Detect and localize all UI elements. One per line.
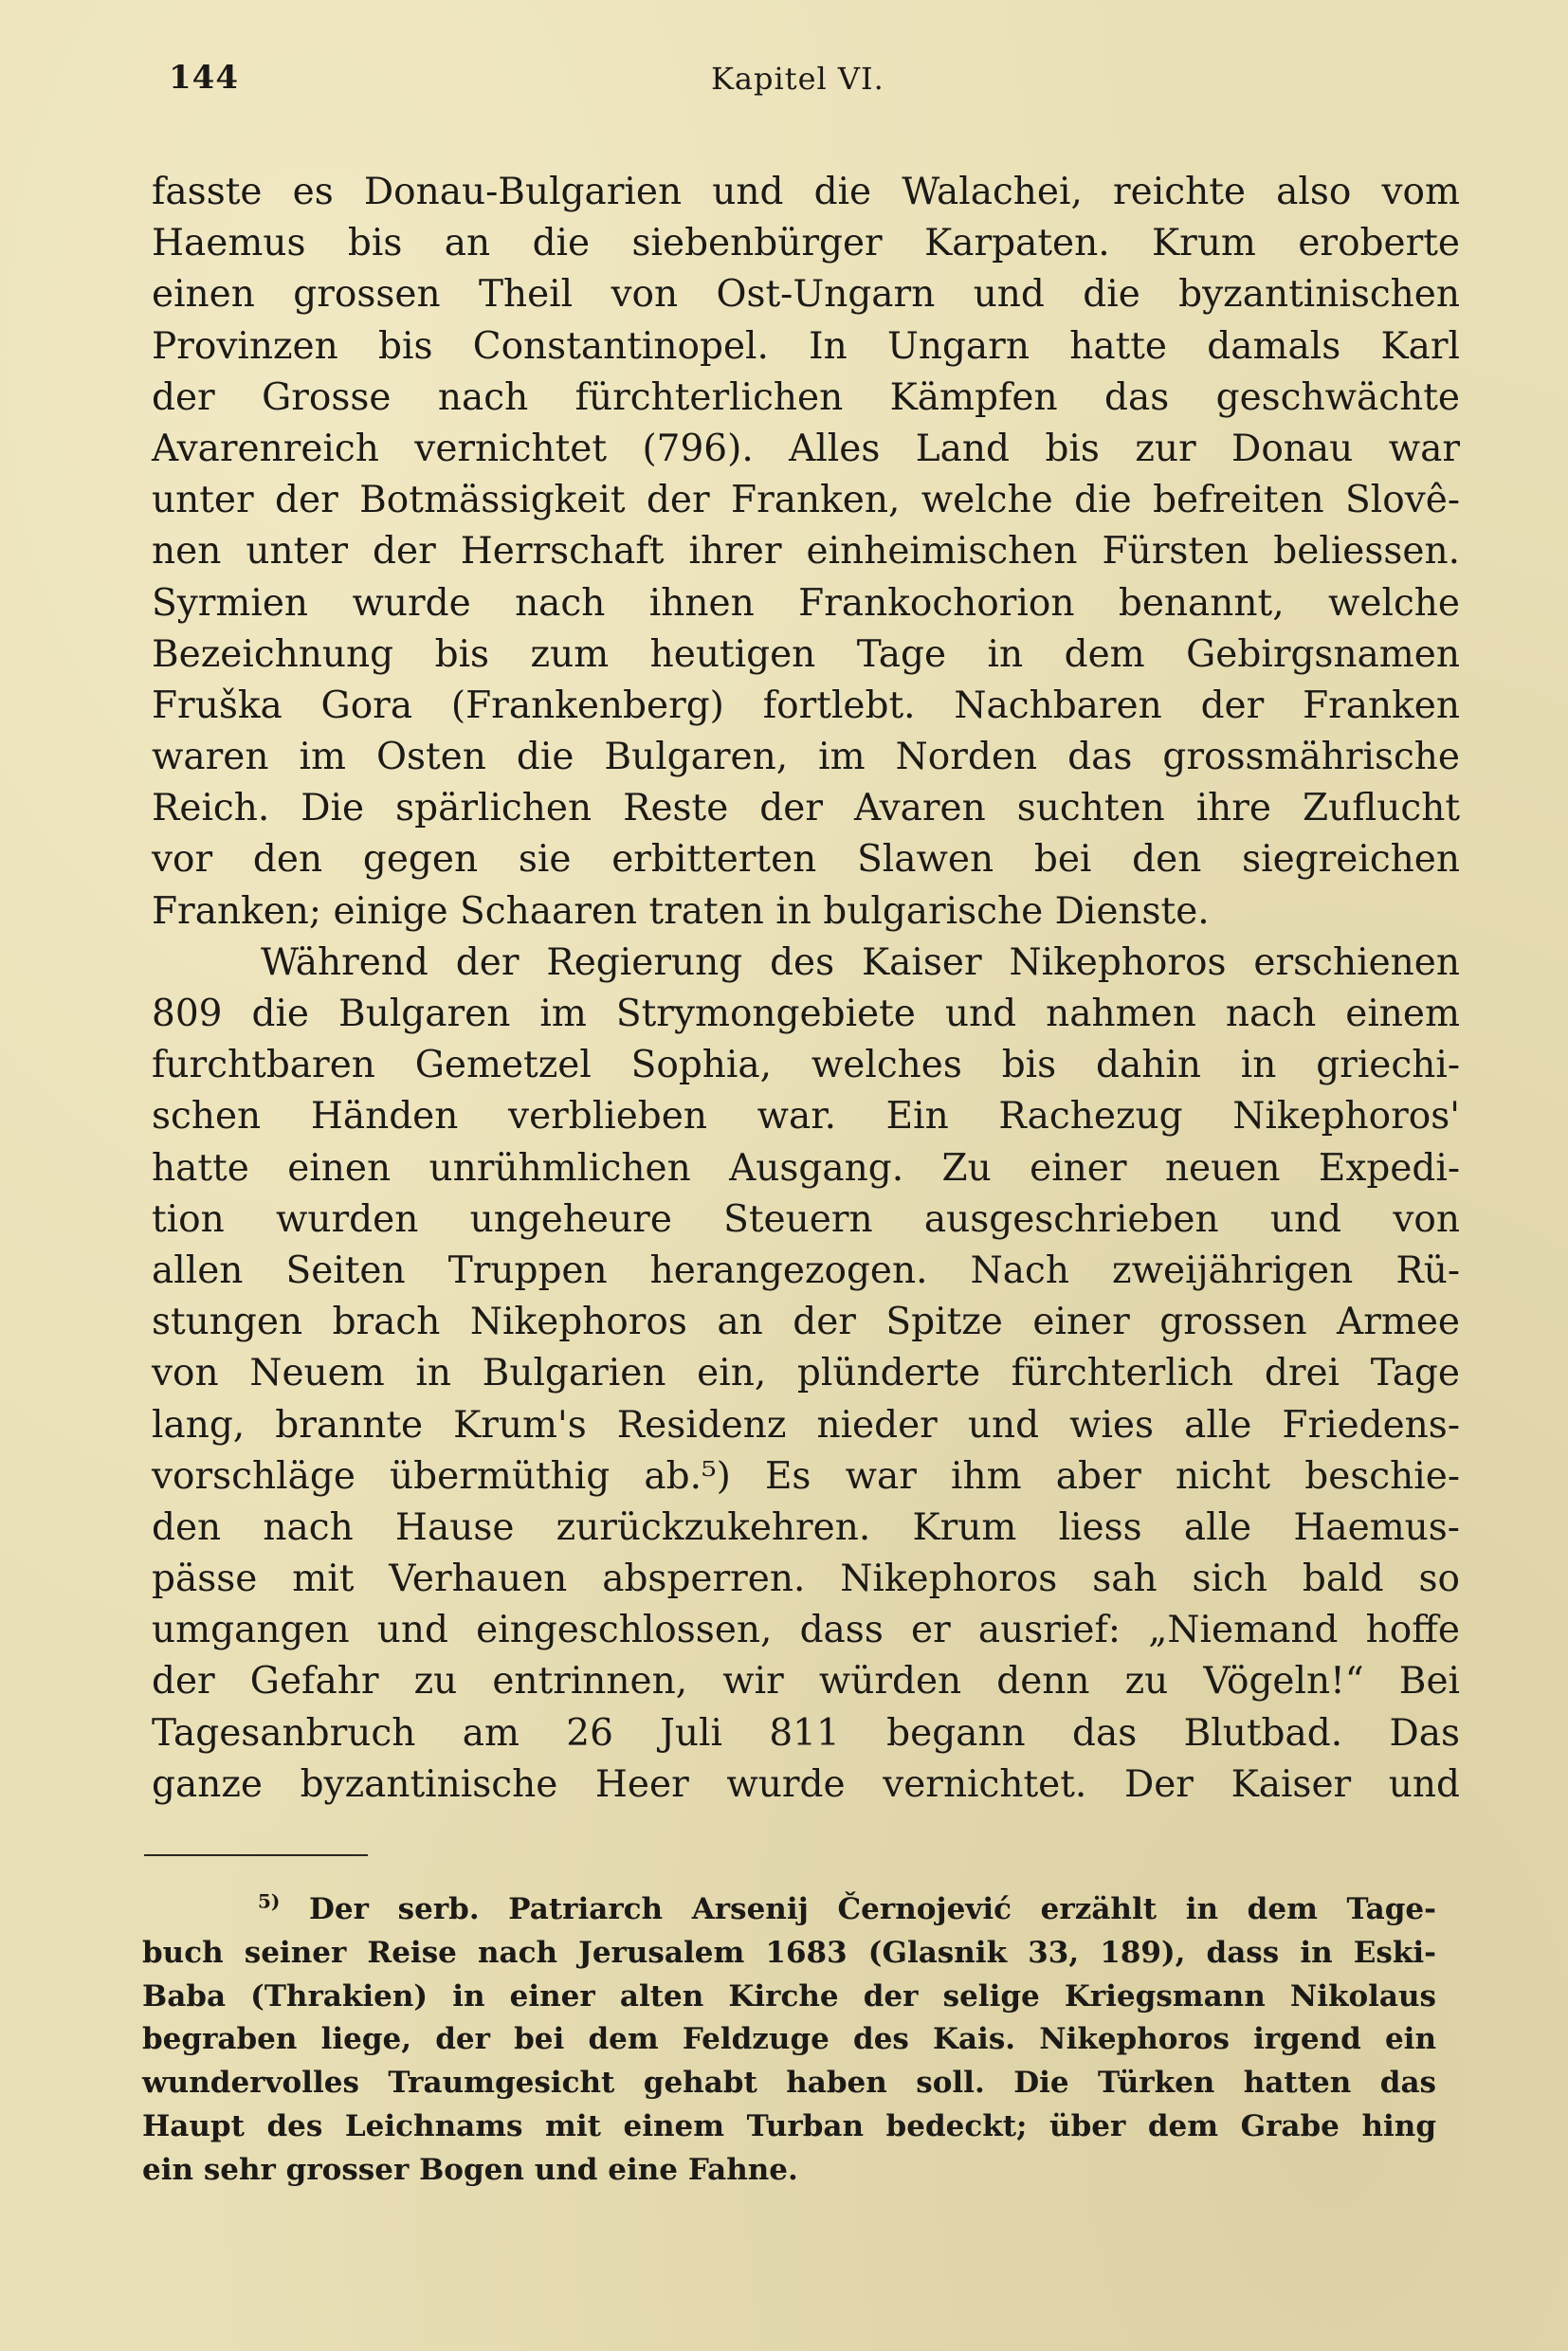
paragraph-end-line: Franken; einige Schaaren traten in bulgarische Dienste. xyxy=(152,889,1210,933)
text-line: furchtbaren Gemetzel Sophia, welches bis dahin in griechi- xyxy=(152,1044,1460,1087)
text-line: lang, brannte Krum's Residenz nieder und wies alle Friedens- xyxy=(152,1403,1460,1447)
text-line: umgangen und eingeschlossen, dass er ausrief: „Niemand hoffe xyxy=(152,1609,1460,1652)
running-head xyxy=(169,59,1439,106)
footnote-separator xyxy=(144,1854,368,1856)
paragraph-start-line: Während der Regierung des Kaiser Nikephoros erschienen xyxy=(261,940,1460,984)
text-line: Tagesanbruch am 26 Juli 811 begann das Blutbad. Das xyxy=(152,1711,1460,1755)
text-line: pässe mit Verhauen absperren. Nikephoros sah sich bald so xyxy=(152,1558,1460,1601)
footnote-line: begraben liege, der bei dem Feldzuge des Kais. Nikephoros irgend ein xyxy=(142,2022,1436,2057)
text-line: allen Seiten Truppen herangezogen. Nach zweijährigen Rü- xyxy=(152,1248,1460,1292)
text-line: einen grossen Theil von Ost-Ungarn und die byzantinischen xyxy=(152,273,1460,317)
text-line: Avarenreich vernichtet (796). Alles Land bis zur Donau war xyxy=(152,427,1460,470)
text-line: ganze byzantinische Heer wurde vernichtet. Der Kaiser und xyxy=(152,1762,1460,1806)
text-line: vor den gegen sie erbitterten Slawen bei den siegreichen xyxy=(152,838,1460,882)
text-line: Provinzen bis Constantinopel. In Ungarn hatte damals Karl xyxy=(152,324,1460,368)
text-line: vorschläge übermüthig ab.⁵) Es war ihm aber nicht beschie- xyxy=(152,1454,1460,1498)
footnote-line: buch seiner Reise nach Jerusalem 1683 (Glasnik 33, 189), dass in Eski- xyxy=(142,1935,1436,1970)
text-line: Reich. Die spärlichen Reste der Avaren suchten ihre Zuflucht xyxy=(152,787,1460,830)
text-line: den nach Hause zurückzukehren. Krum liess alle Haemus- xyxy=(152,1505,1460,1549)
page-number: 144 xyxy=(169,59,239,97)
text-line: unter der Botmässigkeit der Franken, welche die befreiten Slovê- xyxy=(152,479,1460,522)
footnote-text: Der serb. Patriarch Arsenij Černojević erzählt in dem Tage- xyxy=(309,1892,1436,1926)
footnote-line: ein sehr grosser Bogen und eine Fahne. xyxy=(142,2152,798,2187)
text-line: der Grosse nach fürchterlichen Kämpfen das geschwächte xyxy=(152,375,1460,419)
text-line: Fruška Gora (Frankenberg) fortlebt. Nachbaren der Franken xyxy=(152,683,1460,727)
footnote-marker: 5) xyxy=(258,1889,281,1913)
text-line: Bezeichnung bis zum heutigen Tage in dem Gebirgsnamen xyxy=(152,632,1460,676)
text-line: von Neuem in Bulgarien ein, plünderte fürchterlich drei Tage xyxy=(152,1352,1460,1395)
text-line: waren im Osten die Bulgaren, im Norden das grossmährische xyxy=(152,736,1460,779)
footnotes xyxy=(142,1888,1436,2193)
footnote-line: Haupt des Leichnams mit einem Turban bedeckt; über dem Grabe hing xyxy=(142,2108,1436,2143)
text-line: nen unter der Herrschaft ihrer einheimischen Fürsten beliessen. xyxy=(152,530,1460,574)
text-line: hatte einen unrühmlichen Ausgang. Zu einer neuen Expedi- xyxy=(152,1146,1460,1190)
text-line: fasste es Donau-Bulgarien und die Walachei, reichte also vom xyxy=(152,171,1460,213)
chapter-title: Kapitel VI. xyxy=(711,61,884,97)
text-line: 809 die Bulgaren im Strymongebiete und nahmen nach einem xyxy=(152,993,1460,1035)
footnote-line xyxy=(142,1888,1436,1932)
text-line: schen Händen verblieben war. Ein Rachezug Nikephoros' xyxy=(152,1095,1460,1139)
text-line: stungen brach Nikephoros an der Spitze einer grossen Armee xyxy=(152,1301,1460,1344)
body-text xyxy=(152,167,1460,1811)
text-line: Syrmien wurde nach ihnen Frankochorion benannt, welche xyxy=(152,581,1460,625)
text-line: Haemus bis an die siebenbürger Karpaten. Krum eroberte xyxy=(152,222,1460,265)
text-line: tion wurden ungeheure Steuern ausgeschrieben und von xyxy=(152,1197,1460,1241)
text-line: der Gefahr zu entrinnen, wir würden denn zu Vögeln!“ Bei xyxy=(152,1660,1460,1704)
footnote-line: wundervolles Traumgesicht gehabt haben soll. Die Türken hatten das xyxy=(142,2066,1436,2101)
footnote-line: Baba (Thrakien) in einer alten Kirche der selige Kriegsmann Nikolaus xyxy=(142,1978,1436,2014)
